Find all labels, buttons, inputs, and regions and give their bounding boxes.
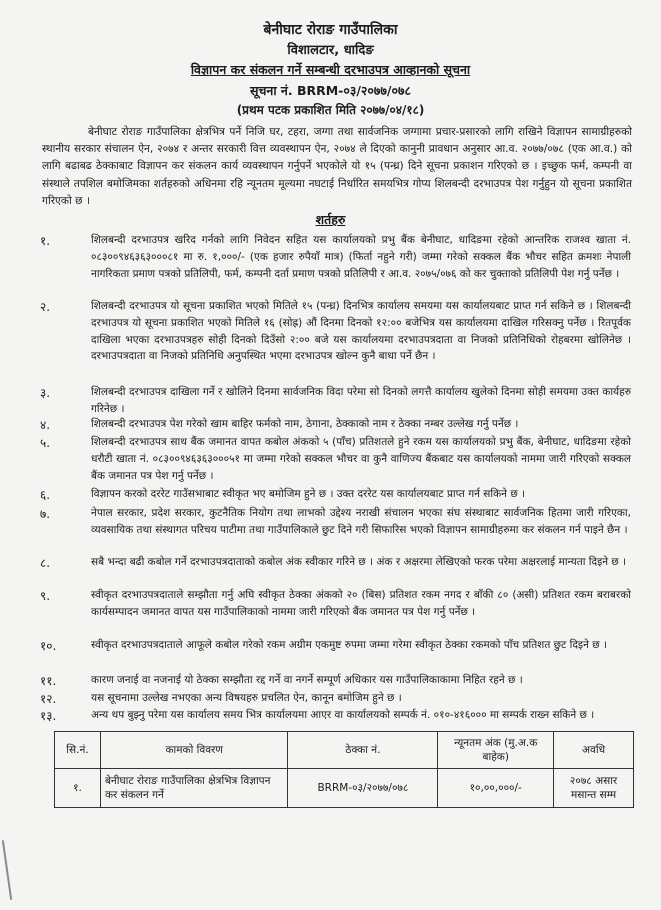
term-number: ११.	[40, 674, 57, 688]
term-text: यस सूचनामा उल्लेख नभएका अन्य विषयहरु प्रचलित ऐन, कानून बमोजिम हुने छ ।	[91, 692, 402, 704]
publish-date: (प्रथम पटक प्रकाशित मिति २०७७/०४/१८)	[236, 103, 425, 117]
term-number: १०.	[40, 639, 57, 653]
term-number: १२.	[40, 692, 57, 706]
term-text: शिलबन्दी दरभाउपत्र यो सूचना प्रकाशित भएको मितिले १५ (पन्ध्र) दिनभित्र कार्यालय समयमा यस कार्यालयबाट प्राप्त गर्न सकिने छ । शिलबन्दी दरभाउपत्र यो सूचना प्रकाशित भएको मितिले १६ (सोह्र) औं दिनमा दिनको १२:०० बजेभित्र यस कार्यालयमा दाखिल गरिसक्नु पर्नेछ । रितपूर्वक दाखिला भएका दरभाउपत्रहरु सोही दिनको दिउँसो २:०० बजे यस कार्यालयमा दरभाउपत्रदाता वा निजको प्रतिनिधिको रोहबरमा खोलिनेछ । दरभाउपत्रदाता वा निजको प्रतिनिधि अनुपस्थित भएमा दरभाउपत्र खोल्न कुनै बाधा पर्ने छैन ।	[91, 300, 631, 363]
table-cell: बेनीघाट रोराङ गाउँपालिका क्षेत्रभित्र विज्ञापन कर संकलन गर्ने	[100, 769, 288, 808]
column-header: कामको विवरण	[100, 732, 288, 769]
table-cell: २०७८ असार मसान्त सम्म	[554, 769, 634, 808]
term-number: ४.	[40, 418, 51, 432]
term-text: नेपाल सरकार, प्रदेश सरकार, कुटनैतिक नियोग तथा लाभको उद्देश्य नराखी संचालन भएका संघ संस्थाबाट सार्वजनिक हितमा जारी गरिएका, व्यवसायिक तथा संस्थागत परिचय पाटीमा तथा गाउँपालिकाले छुट दिने गरी सिफारिस भएको विज्ञापन सामाग्रीहरुमा कर संकलन गर्न पाइने छैन ।	[91, 507, 631, 536]
term-number: ३.	[40, 386, 51, 400]
term-number: १.	[40, 234, 51, 248]
notice-number: सूचना नं. BRRM-०३/२०७७/०७८	[250, 83, 411, 98]
term-text: स्वीकृत दरभाउपत्रदाताले सम्झौता गर्नु अघि स्वीकृत ठेक्का अंकको २० (बिस) प्रतिशत रकम नगद र बाँकी ८० (असी) प्रतिशत रकम बराबरको कार्यसम्पादन जमानत वापत यस गाउँपालिकाको नाममा जारी गरिएको बैंक जमानत पत्र पेश गर्नु पर्नेछ ।	[91, 589, 631, 618]
term-number: २.	[40, 300, 51, 314]
column-header: ठेक्का नं.	[288, 732, 438, 769]
table-cell: १.	[55, 769, 101, 808]
column-header: अवधि	[554, 732, 634, 769]
term-text: शिलबन्दी दरभाउपत्र साथ बैंक जमानत वापत कबोल अंकको ५ (पाँच) प्रतिशतले हुने रकम यस कार्यालयको प्रभु बैंक, बेनीघाट, धादिङमा रहेको धरौटी खाता नं. ०८३००९४६३६३०००५१ मा जम्मा गरेको सक्कल भौचर वा कुनै वाणिज्य बैंकबाट यस कार्यालयको नाममा जारी गरिएको सक्कल बैंक जमानत पत्र पेश गर्नु पर्नेछ ।	[91, 436, 631, 482]
term-text: शिलबन्दी दरभाउपत्र दाखिला गर्ने र खोलिने दिनमा सार्वजनिक विदा परेमा सो दिनको लगत्तै कार्यालय खुलेको दिनमा सोही समयमा उक्त कार्यहरु गरिनेछ ।	[91, 386, 631, 415]
term-text: शिलबन्दी दरभाउपत्र पेश गरेको खाम बाहिर फर्मको नाम, ठेगाना, ठेक्काको नाम र ठेक्का नम्बर उल्लेख गर्नु पर्नेछ ।	[91, 418, 519, 430]
term-number: ५.	[40, 436, 51, 450]
table-header-row	[55, 732, 634, 769]
term-text: स्वीकृत दरभाउपत्रदाताले आफूले कबोल गरेको रकम अग्रीम एकमुष्ट रुपमा जम्मा गरेमा स्वीकृत ठेक्का रकमको पाँच प्रतिशत छुट दिइने छ ।	[91, 639, 607, 651]
term-number: ६.	[40, 488, 51, 502]
table-cell: BRRM-०३/२०७७/०७८	[288, 769, 438, 808]
notice-subject: विज्ञापन कर संकलन गर्ने सम्बन्धी दरभाउपत्र आव्हानको सूचना	[190, 62, 471, 77]
term-text: सबै भन्दा बढी कबोल गर्ने दरभाउपत्रदाताको कबोल अंक स्वीकार गरिने छ । अंक र अक्षरमा लेखिएको फरक परेमा अक्षरलाई मान्यता दिइने छ ।	[91, 556, 627, 568]
term-number: १३.	[40, 709, 57, 723]
table-row	[55, 769, 634, 808]
term-number: ९.	[40, 589, 51, 603]
term-number: ८.	[40, 556, 51, 570]
table-cell: १०,००,०००/-	[438, 769, 554, 808]
org-address: विशालटार, धादिङ	[287, 43, 374, 58]
column-header: न्यूनतम अंक (मु.अ.क बाहेक)	[438, 732, 554, 769]
terms-heading: शर्तहरु	[315, 212, 346, 227]
column-header: सि.नं.	[55, 732, 101, 769]
term-text: विज्ञापन करको दररेट गाउँसभाबाट स्वीकृत भए बमोजिम हुने छ । उक्त दररेट यस कार्यालयबाट प्राप्त गर्न सकिने छ ।	[91, 488, 525, 500]
term-text: कारण जनाई वा नजनाई यो ठेक्का सम्झौता रद्द गर्ने वा नगर्ने सम्पूर्ण अधिकार यस गाउँपालिकाकामा निहित रहने छ ।	[91, 674, 523, 686]
term-number: ७.	[40, 507, 51, 521]
contract-table	[54, 731, 634, 808]
intro-paragraph: बेनीघाट रोराङ गाउँपालिका क्षेत्रभित्र पर्ने निजि घर, टहरा, जग्गा तथा सार्वजनिक जग्गामा प्रचार-प्रसारको लागि राखिने विज्ञापन सामाग्रीहरुको स्थानीय सरकार संचालन ऐन, २०७४ र अन्तर सरकारी वित्त व्यवस्थापन ऐन, २०७४ ले दिएको कानुनी प्रावधान अनुसार आ.व. २०७७/०७८ (एक आ.व.) को लागि बढाबढ ठेक्काबाट विज्ञापन कर संकलन कार्य व्यवस्थापन गर्नुपर्ने भएकोले यो १५ (पन्ध्र) दिने सूचना प्रकाशन गरिएको छ । इच्छुक फर्म, कम्पनी वा संस्थाले तपशिल बमोजिमका शर्तहरुको अधिनमा रहि न्यूनतम मूल्यमा नघटाई निर्धारित समयभित्र गोप्य शिलबन्दी दरभाउपत्र पेश गर्नुहुन यो सूचना प्रकाशित गरिएको छ ।	[42, 126, 632, 207]
org-name: बेनीघाट रोराङ गाउँपालिका	[263, 22, 398, 38]
term-text: शिलबन्दी दरभाउपत्र खरिद गर्नको लागि निवेदन सहित यस कार्यालयको प्रभु बैंक बेनीघाट, धादिङमा रहेको आन्तरिक राजश्व खाता नं. ०८३००९४६३६३०००८१ मा रु. १,०००/- (एक हजार रुपैयाँ मात्र) (फिर्ता नहुने गरी) जम्मा गरेको सक्कल बैंक भौचर सहित क्रमशः नेपाली नागरिकता प्रमाण पत्रको प्रतिलिपी, फर्म, कम्पनी दर्ता प्रमाण पत्रको प्रतिलिपी र आ.व. २०७५/०७६ को कर चुक्ताको प्रतिलिपी पेश गर्नु पर्नेछ ।	[91, 234, 631, 280]
term-text: अन्य थप बुझ्नु परेमा यस कार्यालय समय भित्र कार्यालयमा आएर वा कार्यालयको सम्पर्क नं. ०१०-४१६००० मा सम्पर्क राख्न सकिने छ ।	[91, 709, 595, 721]
scan-edge-mark	[2, 840, 12, 900]
